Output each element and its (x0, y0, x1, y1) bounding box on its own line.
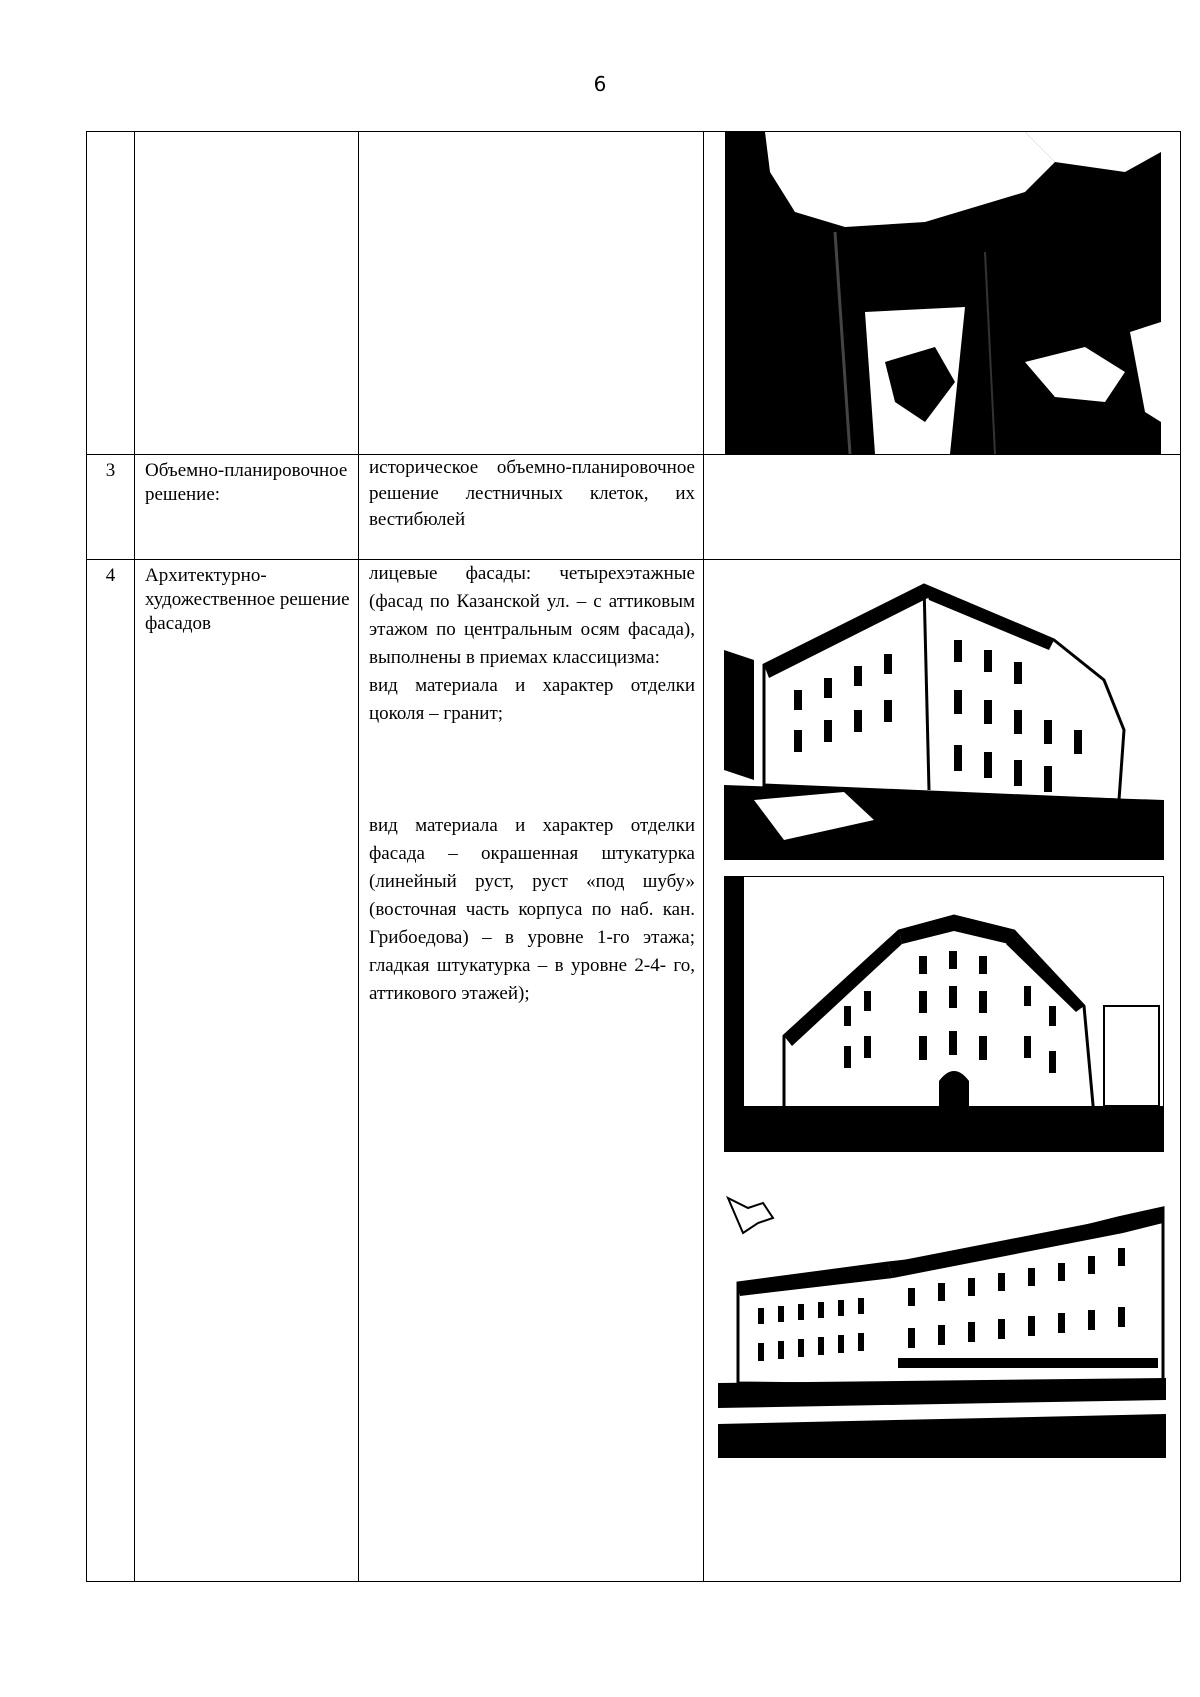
page-number: 6 (593, 72, 607, 96)
row-number: 4 (87, 560, 135, 1582)
table-row (87, 455, 1181, 560)
row-name: Объемно-планировочное решение: (135, 455, 359, 560)
table-row (87, 132, 1181, 455)
row-description (359, 132, 704, 455)
facade-kazanskaya-photo (724, 570, 1164, 860)
description-paragraph: вид материала и характер отделки цоколя – гранит; (369, 675, 695, 724)
row-name: Архитектурно-художественное решение фасадов (135, 560, 359, 1582)
row-number: 3 (87, 455, 135, 560)
data-table (86, 131, 1181, 1582)
description-paragraph: историческое объемно-планировочное решение лестничных клеток, их вестибюлей (369, 457, 695, 530)
row-photos (704, 560, 1181, 1582)
row-number (87, 132, 135, 455)
table-row (87, 560, 1181, 1582)
description-paragraph: вид материала и характер отделки фасада – окрашенная штукатурка (линейный руст, руст «под шубу» (восточная часть корпуса по наб. кан. Грибоедова) – в уровне 1-го этажа; гладкая штукатурка – в уровне 2-4- го, аттикового этажей); (369, 815, 695, 1004)
description-paragraph: лицевые фасады: четырехэтажные (фасад по Казанской ул. – с аттиковым этажом по центральным осям фасада), выполнены в приемах классицизма: (369, 563, 695, 668)
facade-embankment-photo (718, 1178, 1166, 1458)
row-description (359, 560, 704, 1582)
stair-interior-photo (725, 132, 1161, 454)
row-description (359, 455, 704, 560)
row-name (135, 132, 359, 455)
facade-corner-photo (724, 876, 1164, 1152)
row-photos (704, 455, 1181, 560)
row-photos (704, 132, 1181, 455)
